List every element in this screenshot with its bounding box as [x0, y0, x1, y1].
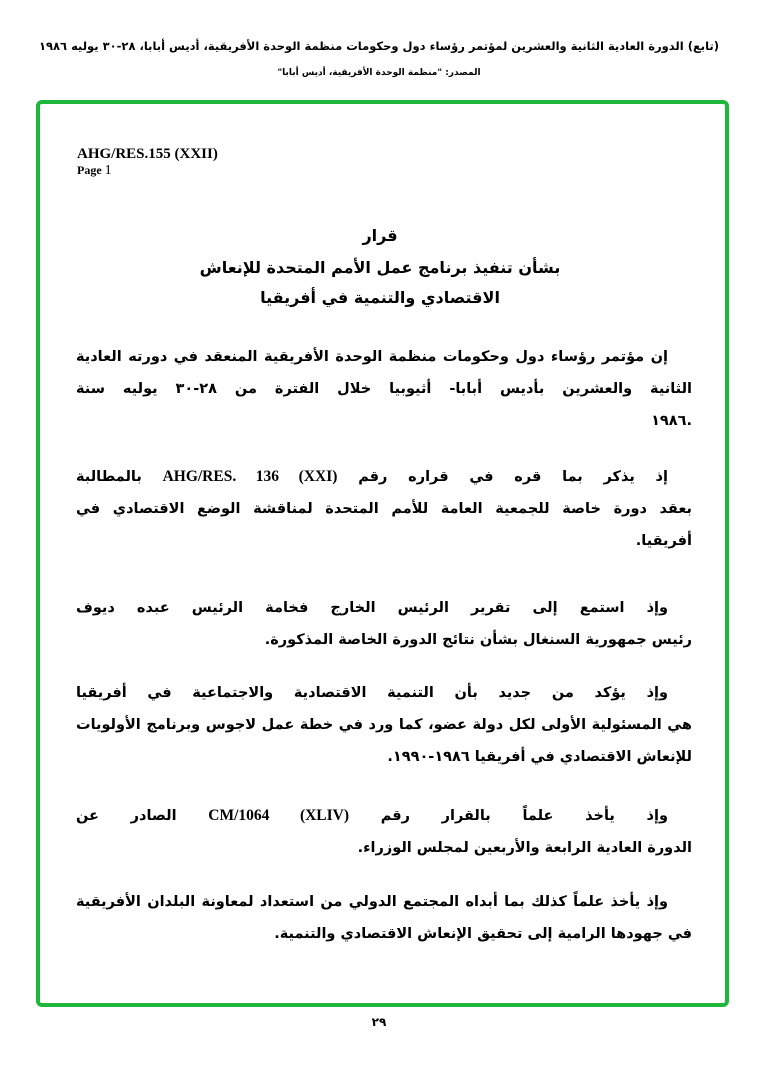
paragraph-text: بالمطالبة: [76, 469, 142, 485]
paragraph-line: وإذ يأخذ علماً كذلك بما أبداه المجتمع الدولي من استعداد لمعاونة البلدان الأفريقية: [76, 894, 668, 910]
paragraph-line: الثانية والعشرين بأديس أبابا- أثيوبيا خلال الفترة من ٢٨-٣٠ يوليه سنة: [76, 381, 692, 397]
running-header-title: (تابع) الدورة العادية الثانية والعشرين لمؤتمر رؤساء دول وحكومات منظمة الوحدة الأفريقية، أديس أبابا، ٢٨-٣٠ يوليه ١٩٨٦: [38, 39, 720, 53]
paragraph-line: في جهودها الرامية إلى تحقيق الإنعاش الاقتصادي والتنمية.: [274, 926, 692, 942]
resolution-reference: AHG/RES. 136 (XXI): [162, 468, 338, 485]
paragraph-line: [76, 461, 692, 493]
paragraph-line: هي المسئولية الأولى لكل دولة عضو، كما ورد في خطة عمل لاجوس وبرنامج الأولويات: [76, 717, 692, 733]
preamble-paragraph-1: [76, 341, 692, 437]
paragraph-line: وإذ استمع إلى تقرير الرئيس الخارج فخامة الرئيس عبده ديوف: [76, 600, 668, 616]
paragraph-text: وإذ يأخذ علماً بالقرار رقم: [380, 808, 668, 824]
preamble-paragraph-5: [76, 800, 692, 864]
paragraph-line: .١٩٨٦: [651, 413, 692, 429]
paragraph-line: الدورة العادية الرابعة والأربعين لمجلس الوزراء.: [357, 840, 692, 856]
paragraph-line: [76, 800, 692, 832]
preamble-paragraph-3: [76, 592, 692, 656]
paragraph-text: إذ يذكر بما قره في قراره رقم: [358, 469, 668, 485]
page-label: Page: [77, 163, 102, 177]
running-header-source: المصدر: "منظمة الوحدة الأفريقية، أديس أبابا": [277, 68, 481, 78]
document-symbol: AHG/RES.155 (XXII): [77, 146, 218, 162]
resolution-heading: قرار: [362, 226, 398, 245]
resolution-subject-line-1: بشأن تنفيذ برنامج عمل الأمم المتحدة للإنعاش: [199, 258, 561, 277]
paragraph-text: الصادر عن: [76, 808, 177, 824]
page-number: ٢٩: [371, 1015, 387, 1029]
paragraph-line: للإنعاش الاقتصادي في أفريقيا ١٩٨٦-١٩٩٠.: [387, 749, 692, 765]
preamble-paragraph-4: [76, 677, 692, 773]
page-value: 1: [104, 163, 112, 178]
preamble-paragraph-2: [76, 461, 692, 557]
paragraph-line: وإذ يؤكد من جديد بأن التنمية الاقتصادية والاجتماعية في أفريقيا: [76, 685, 668, 701]
paragraph-line: رئيس جمهورية السنغال بشأن نتائج الدورة الخاصة المذكورة.: [264, 632, 692, 648]
document-page-label: [77, 162, 112, 179]
paragraph-line: إن مؤتمر رؤساء دول وحكومات منظمة الوحدة الأفريقية المنعقد في دورته العادية: [76, 349, 668, 365]
resolution-reference: CM/1064 (XLIV): [208, 807, 350, 824]
paragraph-line: أفريقيا.: [635, 533, 692, 549]
paragraph-line: بعقد دورة خاصة للجمعية العامة للأمم المتحدة لمناقشة الوضع الاقتصادي في: [76, 501, 692, 517]
preamble-paragraph-6: [76, 886, 692, 950]
resolution-subject-line-2: الاقتصادي والتنمية في أفريقيا: [260, 288, 500, 307]
